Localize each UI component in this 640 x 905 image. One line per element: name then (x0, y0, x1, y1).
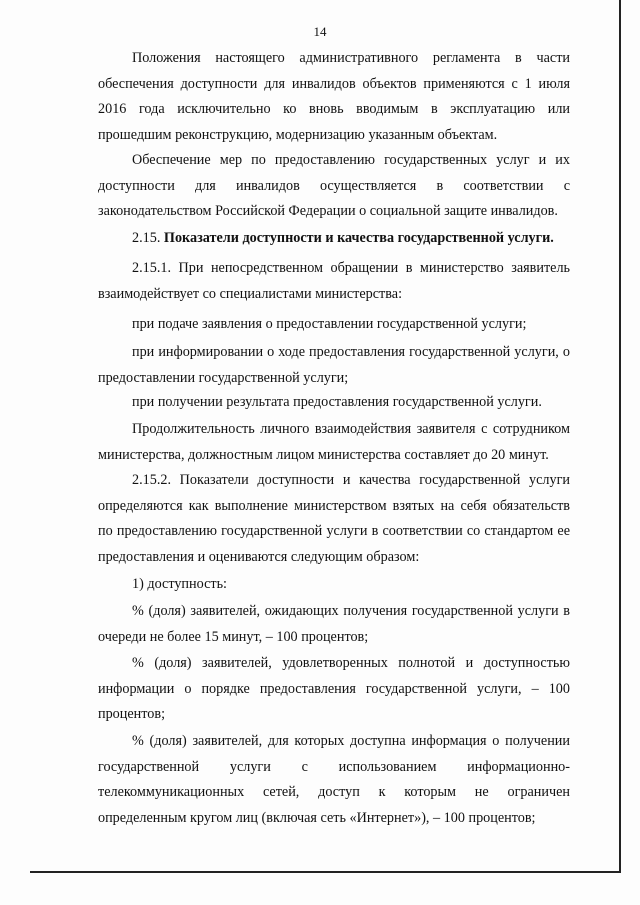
page-border-bottom (30, 871, 621, 873)
paragraph-accessibility-date: Положения настоящего административного регламента в части обеспечения доступности для инвалидов объектов применяются с 1 июля 2016 года исключительно ко вновь вводимым в эксплуатацию или прошедшим реконструкцию, модернизацию указанным объектам. (98, 50, 570, 143)
paragraph-2-15-2: 2.15.2. Показатели доступности и качества государственной услуги определяются как выполнение министерством взятых на себя обязательств по предоставлению государственной услуги в соответствии со стандартом ее предоставления и оцениваются следующим образом: (98, 472, 570, 565)
section-title: Показатели доступности и качества государственной услуги. (163, 230, 554, 246)
paragraph-accessibility-heading: 1) доступность: (132, 576, 227, 592)
paragraph-application-submission: при подаче заявления о предоставлении государственной услуги; (132, 316, 527, 332)
page-number: 14 (313, 24, 327, 39)
paragraph-disability-measures: Обеспечение мер по предоставлению государственных услуг и их доступности для инвалидов осуществляется в соответствии с законодательством Российской Федерации о социальной защите инвалидов. (98, 152, 570, 219)
paragraph-receiving-result: при получении результата предоставления государственной услуги. (132, 394, 542, 410)
page-border-right (619, 0, 621, 872)
paragraph-internet-access: % (доля) заявителей, для которых доступна информация о получении государственной услуги с использованием информационно-телекоммуникационных сетей, доступ к которым не ограничен определенным кругом лиц (включая сеть «Интернет»), – 100 процентов; (98, 733, 570, 826)
paragraph-informing: при информировании о ходе предоставления государственной услуги, о предоставлении государственной услуги; (98, 344, 570, 386)
section-heading-2-15 (98, 226, 570, 252)
paragraph-2-15-1: 2.15.1. При непосредственном обращении в министерство заявитель взаимодействует со специалистами министерства: (98, 260, 570, 302)
paragraph-interaction-duration: Продолжительность личного взаимодействия заявителя с сотрудником министерства, должностным лицом министерства составляет до 20 минут. (98, 421, 570, 463)
paragraph-queue-share: % (доля) заявителей, ожидающих получения государственной услуги в очереди не более 15 минут, – 100 процентов; (98, 603, 570, 645)
section-number: 2.15. (132, 230, 161, 246)
paragraph-information-satisfaction: % (доля) заявителей, удовлетворенных полнотой и доступностью информации о порядке предоставления государственной услуги, – 100 процентов; (98, 655, 570, 722)
